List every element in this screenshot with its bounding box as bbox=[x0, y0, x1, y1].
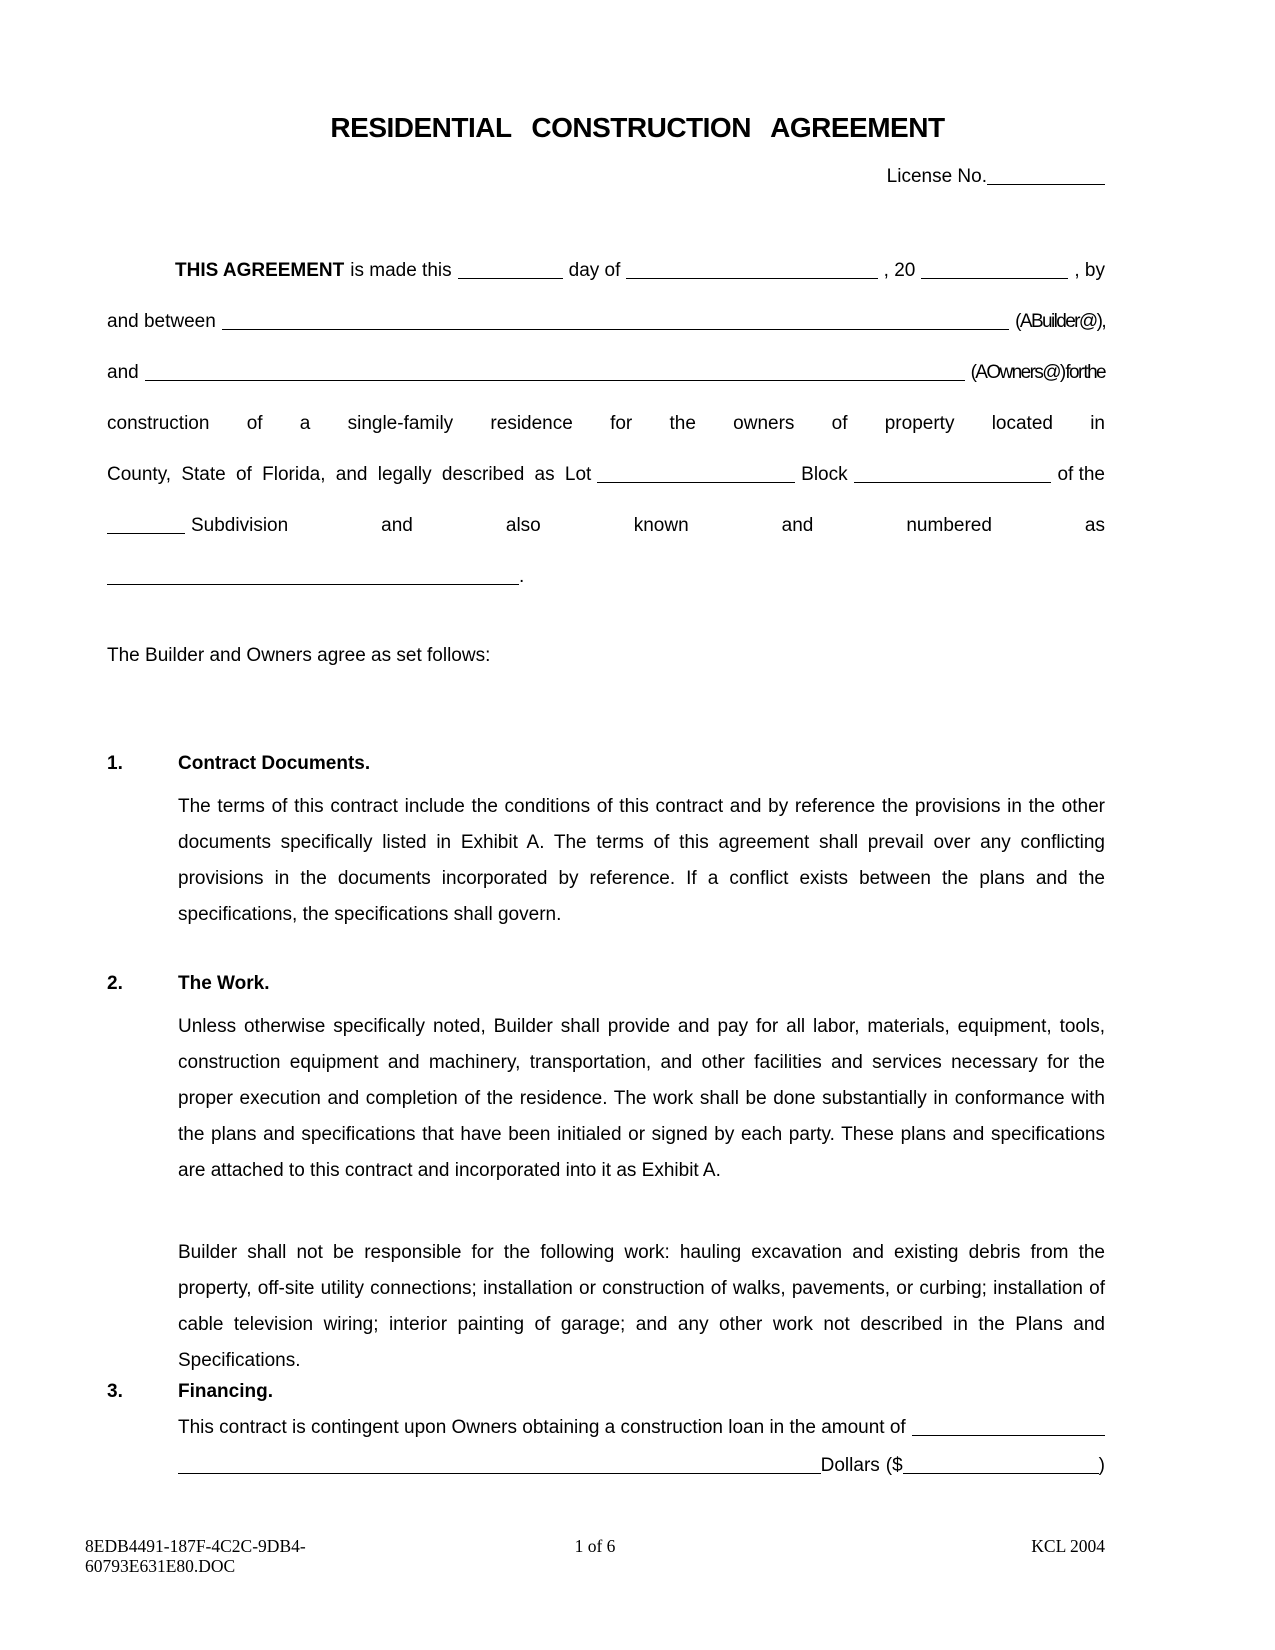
agreement-line-1 bbox=[175, 260, 1105, 282]
line3-text: and bbox=[107, 362, 139, 383]
agreement-line-3 bbox=[107, 362, 1105, 384]
section-1-title: Contract Documents. bbox=[178, 753, 371, 774]
block-blank[interactable] bbox=[854, 480, 1052, 483]
license-label: License No. bbox=[886, 166, 987, 187]
financing-intro: This contract is contingent upon Owners obtaining a construction loan in the amount of bbox=[178, 1417, 906, 1438]
line1-text: , by bbox=[1074, 260, 1105, 281]
section-1-number: 1. bbox=[107, 753, 123, 774]
dollar-paren-open: ($ bbox=[885, 1455, 903, 1476]
line7-period: . bbox=[519, 566, 525, 587]
dollar-paren-close: ) bbox=[1098, 1455, 1105, 1476]
section-3-title: Financing. bbox=[178, 1381, 273, 1402]
license-number-blank[interactable] bbox=[987, 182, 1105, 185]
line5-text: of the bbox=[1057, 464, 1105, 485]
owners-name-blank[interactable] bbox=[145, 378, 965, 381]
section-2-text-1: Unless otherwise specifically noted, Builder shall provide and pay for all labor, materials, equipment, tools, construction equipment and machinery, transportation, and other facilities and services necessary for the proper execution and completion of the residence. The work shall be done substantially in conformance with the plans and specifications that have been initialed or signed by each party. These plans and specifications are attached to this contract and incorporated into it as Exhibit A. bbox=[178, 1016, 1105, 1181]
owners-tag: (AOwners@) for the bbox=[970, 362, 1105, 383]
line1-text: day of bbox=[568, 260, 621, 281]
section-2-text-2: Builder shall not be responsible for the following work: hauling excavation and existing debris from the property, off-site utility connections; installation or construction of walks, pavements, or curbing; installation of cable television wiring; interior painting of garage; and any other work not described in the Plans and Specifications. bbox=[178, 1242, 1105, 1371]
page-footer bbox=[85, 1536, 1105, 1576]
financing-line-2 bbox=[107, 1455, 1105, 1477]
section-2-title: The Work. bbox=[178, 973, 270, 994]
line6-text: Subdivision and also known and numbered as bbox=[191, 515, 1105, 536]
lead-in-sentence: The Builder and Owners agree as set follows: bbox=[107, 645, 491, 666]
day-blank[interactable] bbox=[458, 276, 563, 279]
line5-text: County, State of Florida, and legally described as Lot bbox=[107, 464, 592, 485]
address-blank[interactable] bbox=[107, 582, 519, 585]
footer-doc-id-line1: 8EDB4491-187F-4C2C-9DB4- bbox=[85, 1536, 306, 1556]
section-2-heading bbox=[107, 973, 1105, 995]
financing-line-1 bbox=[107, 1417, 1105, 1439]
section-3-heading bbox=[107, 1381, 1105, 1403]
subdivision-blank[interactable] bbox=[107, 531, 185, 534]
line1-text: is made this bbox=[350, 260, 452, 281]
line1-text: , 20 bbox=[883, 260, 916, 281]
builder-name-blank[interactable] bbox=[222, 327, 1009, 330]
agreement-line-5 bbox=[107, 464, 1105, 486]
agreement-line-7 bbox=[107, 566, 1105, 588]
dollars-label: Dollars bbox=[820, 1455, 880, 1476]
section-2-paragraph-2 bbox=[107, 1235, 1105, 1379]
footer-version: KCL 2004 bbox=[1031, 1536, 1105, 1556]
lot-blank[interactable] bbox=[597, 480, 795, 483]
agreement-line-4: construction of a single-family residence for the owners of property located in bbox=[107, 413, 1105, 434]
footer-doc-id bbox=[85, 1536, 425, 1576]
agreement-opening bbox=[107, 260, 1105, 617]
line5-text: Block bbox=[801, 464, 848, 485]
agreement-line-6 bbox=[107, 515, 1105, 537]
section-1-heading bbox=[107, 753, 1105, 775]
builder-tag: (ABuilder@), bbox=[1015, 311, 1105, 332]
month-blank[interactable] bbox=[626, 276, 877, 279]
section-1-text: The terms of this contract include the conditions of this contract and by reference the provisions in the other documents specifically listed in Exhibit A. The terms of this agreement shall prevail over any conflicting provisions in the documents incorporated by reference. If a conflict exists between the plans and the specifications, the specifications shall govern. bbox=[178, 796, 1105, 925]
section-3-number: 3. bbox=[107, 1381, 123, 1402]
agreement-line-2 bbox=[107, 311, 1105, 333]
this-agreement-label: THIS AGREEMENT bbox=[175, 260, 345, 281]
license-row bbox=[107, 166, 1105, 188]
year-blank[interactable] bbox=[921, 276, 1068, 279]
page-title: RESIDENTIAL CONSTRUCTION AGREEMENT bbox=[330, 112, 945, 143]
section-2-number: 2. bbox=[107, 973, 123, 994]
footer-page-number: 1 of 6 bbox=[574, 1536, 616, 1556]
section-1-paragraph bbox=[107, 789, 1105, 933]
line2-text: and between bbox=[107, 311, 216, 332]
amount-words-blank[interactable] bbox=[178, 1471, 821, 1474]
section-2-paragraph-1 bbox=[107, 1009, 1105, 1189]
footer-doc-id-line2: 60793E631E80.DOC bbox=[85, 1556, 236, 1576]
loan-amount-blank[interactable] bbox=[912, 1433, 1105, 1436]
amount-numeric-blank[interactable] bbox=[903, 1471, 1099, 1474]
